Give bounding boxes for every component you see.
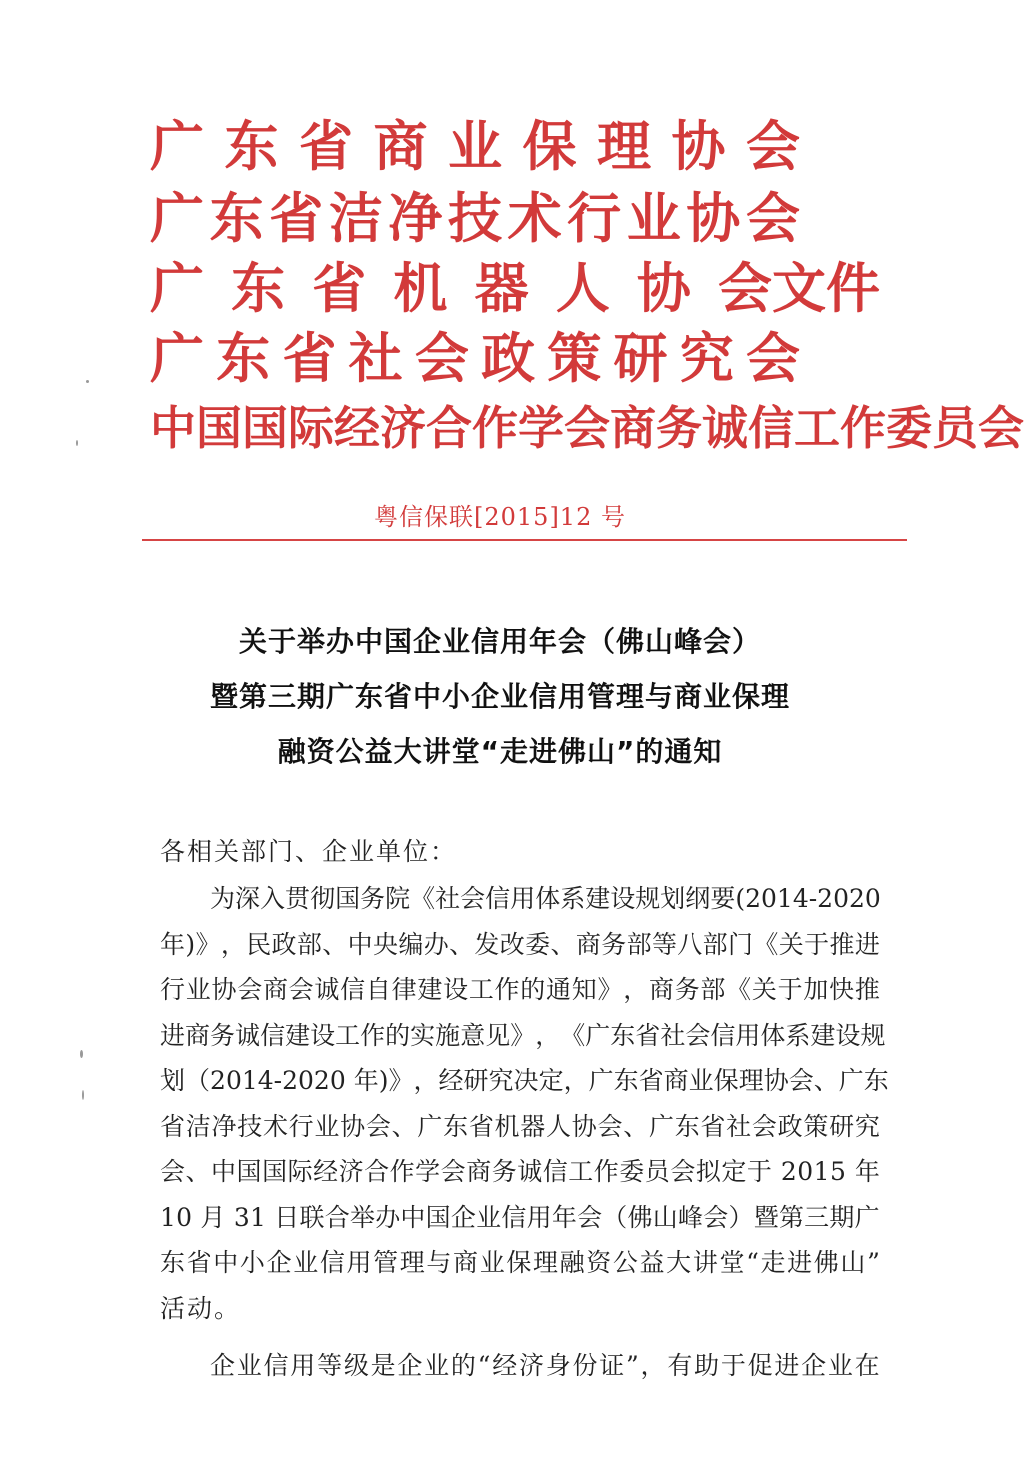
letterhead-char: 洁 <box>328 186 383 250</box>
letterhead-char: 东 <box>209 186 264 250</box>
paragraph-line: 划 （ 2 0 1 4 - 2 0 2 0 年 ) 》 ， 经 研 究 决 定 ， 广 东 省 商 业 保 理 协 会 、 广 东 <box>160 1066 889 1095</box>
letterhead-char: 作 <box>840 401 886 455</box>
letterhead-char: 国 <box>196 401 242 455</box>
letterhead-char: 会 <box>978 401 1024 455</box>
letterhead-char: 人 <box>555 256 610 320</box>
letterhead-char: 诚 <box>702 401 748 455</box>
letterhead-org-2 <box>150 186 800 250</box>
letterhead-char: 保 <box>522 114 577 178</box>
letterhead-char: 会文件 <box>717 256 880 320</box>
letterhead-char: 理 <box>597 114 651 178</box>
paragraph-line: 年 ) 》 ， 民 政 部 、 中 央 编 办 、 发 改 委 、 商 务 部 等 八 部 门 《 关 于 推 进 <box>160 929 880 959</box>
letterhead-char: 国 <box>242 401 288 455</box>
letterhead-char: 省 <box>269 186 324 250</box>
paragraph-line: 东 省 中 小 企 业 信 用 管 理 与 商 业 保 理 融 资 公 益 大 讲 堂 “ 走 进 佛 山 ” <box>160 1248 880 1277</box>
letterhead-char: 会 <box>564 401 610 455</box>
red-divider-line <box>142 539 907 541</box>
letterhead-char: 净 <box>388 186 443 250</box>
letterhead-char: 中 <box>150 401 196 455</box>
letterhead-char: 研 <box>613 326 668 390</box>
letterhead-char: 广 <box>150 186 204 250</box>
letterhead-char: 东 <box>216 326 271 390</box>
letterhead-char: 究 <box>679 326 734 390</box>
letterhead-char: 机 <box>393 256 448 320</box>
notice-title-line-1: 关于举办中国企业信用年会（佛山峰会） <box>238 625 761 658</box>
paragraph-line: 会 、 中 国 国 际 经 济 合 作 学 会 商 务 诚 信 工 作 委 员 会 拟 定 于 2 0 1 5 年 <box>160 1157 880 1186</box>
letterhead-char: 业 <box>626 186 681 250</box>
letterhead-char: 信 <box>748 401 794 455</box>
letterhead-char: 会 <box>745 326 800 390</box>
scan-speck <box>82 1090 84 1100</box>
scan-speck <box>80 1050 83 1058</box>
paragraph-line: 活动。 <box>160 1293 242 1323</box>
letterhead-char: 商 <box>610 401 656 455</box>
letterhead-org-4 <box>150 326 800 390</box>
letterhead-char: 策 <box>547 326 602 390</box>
scan-speck <box>76 440 78 446</box>
letterhead-char: 器 <box>474 256 529 320</box>
letterhead-char: 协 <box>636 256 691 320</box>
letterhead-char: 会 <box>745 186 800 250</box>
letterhead-char: 员 <box>932 401 978 455</box>
notice-title-line-3: 融资公益大讲堂“走进佛山”的通知 <box>277 735 723 768</box>
paragraph-line: 进 商 务 诚 信 建 设 工 作 的 实 施 意 见 》 ， 《 广 东 省 社 会 信 用 体 系 建 设 规 <box>160 1020 886 1050</box>
letterhead-char: 行 <box>567 186 622 250</box>
letterhead-char: 广 <box>150 256 204 320</box>
letterhead-org-5 <box>150 396 1024 460</box>
letterhead-char: 济 <box>380 401 426 455</box>
letterhead-char: 广 <box>150 114 204 178</box>
letterhead-char: 东 <box>231 256 286 320</box>
paragraph-line: 企 业 信 用 等 级 是 企 业 的 “ 经 济 身 份 证 ” ， 有 助 于 促 进 企 业 在 <box>210 1351 880 1380</box>
scan-speck <box>86 380 89 383</box>
letterhead-char: 技 <box>447 186 502 250</box>
notice-title-line-2: 暨第三期广东省中小企业信用管理与商业保理 <box>209 680 790 713</box>
letterhead-char: 术 <box>507 186 562 250</box>
paragraph-line: 为 深 入 贯 彻 国 务 院 《 社 会 信 用 体 系 建 设 规 划 纲 要 ( 2 0 1 4 - 2 0 2 0 <box>210 884 881 913</box>
paragraph-line: 省 洁 净 技 术 行 业 协 会 、 广 东 省 机 器 人 协 会 、 广 东 省 社 会 政 策 研 究 <box>160 1111 880 1141</box>
letterhead-org-3 <box>150 256 880 320</box>
letterhead-char: 政 <box>481 326 536 390</box>
letterhead-char: 会 <box>414 326 469 390</box>
letterhead-char: 学 <box>518 401 564 455</box>
letterhead-char: 商 <box>373 114 428 178</box>
letterhead-char: 际 <box>288 401 334 455</box>
letterhead-char: 东 <box>224 114 279 178</box>
salutation: 各相关部门、企业单位： <box>160 837 458 866</box>
document-number: 粤信保联[2015]12 号 <box>374 503 626 531</box>
letterhead-char: 省 <box>299 114 353 178</box>
letterhead-char: 省 <box>282 326 337 390</box>
letterhead-char: 广 <box>150 326 204 390</box>
letterhead-char: 经 <box>334 401 380 455</box>
paragraph-line: 1 0 月 3 1 日 联 合 举 办 中 国 企 业 信 用 年 会 （ 佛 山 峰 会 ） 暨 第 三 期 广 <box>160 1202 880 1232</box>
letterhead-char: 工 <box>794 401 840 455</box>
letterhead-org-1 <box>150 114 800 178</box>
letterhead-char: 作 <box>472 401 518 455</box>
letterhead-char: 社 <box>348 326 403 390</box>
letterhead-char: 协 <box>671 114 726 178</box>
letterhead-char: 业 <box>448 114 502 178</box>
letterhead-char: 会 <box>746 114 800 178</box>
letterhead-char: 省 <box>312 256 367 320</box>
letterhead-char: 委 <box>886 401 932 455</box>
letterhead-char: 合 <box>426 401 472 455</box>
letterhead-char: 务 <box>656 401 702 455</box>
paragraph-line: 行 业 协 会 商 会 诚 信 自 律 建 设 工 作 的 通 知 》 ， 商 务 部 《 关 于 加 快 推 <box>160 975 880 1004</box>
letterhead-char: 协 <box>686 186 741 250</box>
